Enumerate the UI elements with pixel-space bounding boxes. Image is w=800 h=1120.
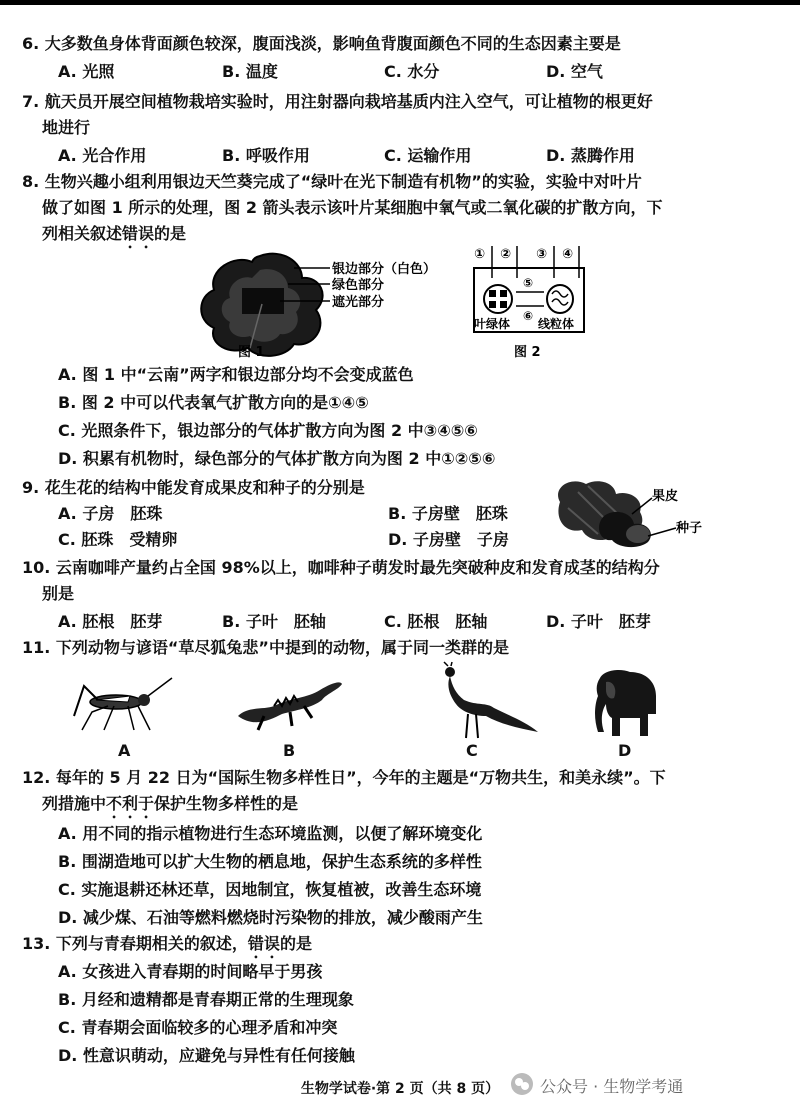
q7-option-d: D. 蒸腾作用 [546,146,635,165]
question-13-stem: 13. 下列与青春期相关的叙述，错误的是 [22,934,312,953]
question-11-stem: 11. 下列动物与谚语“草尽狐兔悲”中提到的动物，属于同一类群的是 [22,638,509,657]
chloroplast-icon [484,285,512,313]
grasshopper-icon [68,676,178,736]
question-10-stem-line1: 10. 云南咖啡产量约占全国 98%以上，咖啡种子萌发时最先突破种皮和发育成茎的结构分 [22,558,660,577]
page-footer: 生物学试卷·第 2 页（共 8 页） [300,1081,500,1097]
leaf-icon [201,254,322,356]
emphasis-error: 错误 [122,224,155,243]
question-12-stem-line1: 12. 每年的 5 月 22 日为“国际生物多样性日”，今年的主题是“万物共生，和美永续”。下 [22,768,666,787]
q10-option-b: B. 子叶 胚轴 [222,612,326,631]
q9-option-d: D. 子房壁 子房 [388,530,509,549]
q13-option-d: D. 性意识萌动，应避免与异性有任何接触 [58,1046,355,1065]
q10-option-c: C. 胚根 胚轴 [384,612,488,631]
q6-option-b: B. 温度 [222,62,278,81]
q8-option-a: A. 图 1 中“云南”两字和银边部分均不会变成蓝色 [58,365,414,384]
q7-option-b: B. 呼吸作用 [222,146,310,165]
animal-label-d: D [618,741,632,760]
q10-option-d: D. 子叶 胚芽 [546,612,651,631]
q7-option-c: C. 运输作用 [384,146,472,165]
emphasis-unfavorable: 不利于 [106,794,155,813]
q8-option-d: D. 积累有机物时，绿色部分的气体扩散方向为图 2 中①②⑤⑥ [58,449,496,468]
q12-option-b: B. 围湖造地可以扩大生物的栖息地，保护生态系统的多样性 [58,852,482,871]
fig2-num-2: ② [500,247,512,262]
question-12-stem-line2: 列措施中不利于保护生物多样性的是 [42,794,299,813]
q6-option-c: C. 水分 [384,62,440,81]
question-8-stem-line3: 列相关叙述错误的是 [42,224,187,243]
peanut-label-pericarp: 果皮 [652,489,679,504]
peanut-label-seed: 种子 [676,521,703,536]
q6-option-d: D. 空气 [546,62,603,81]
question-10-stem-line2: 别是 [42,584,75,603]
wechat-icon [510,1072,534,1096]
q6-option-a: A. 光照 [58,62,115,81]
question-9-stem: 9. 花生花的结构中能发育成果皮和种子的分别是 [22,478,365,497]
q12-option-c: C. 实施退耕还林还草，因地制宜，恢复植被，改善生态环境 [58,880,482,899]
q9-option-a: A. 子房 胚珠 [58,504,163,523]
emphasis-error: 错误 [247,934,280,953]
peanut-figure [548,472,718,550]
fig2-num-5: ⑤ [523,276,534,290]
question-7-stem-line1: 7. 航天员开展空间植物栽培实验时，用注射器向栽培基质内注入空气，可让植物的根更好 [22,92,653,111]
fig1-label-shaded: 遮光部分 [332,295,385,310]
fig2-num-6: ⑥ [523,309,534,323]
figure-1-leaf-diagram [190,248,460,360]
q13-option-c: C. 青春期会面临较多的心理矛盾和冲突 [58,1018,338,1037]
fig2-label-mitochondrion: 线粒体 [538,317,575,331]
fig2-num-4: ④ [562,247,574,262]
q12-option-a: A. 用不同的指示植物进行生态环境监测，以便了解环境变化 [58,824,483,843]
peanut-icon [558,481,651,547]
crocodile-icon [234,676,344,736]
question-8-stem-line1: 8. 生物兴趣小组利用银边天竺葵完成了“绿叶在光下制造有机物”的实验，实验中对叶片 [22,172,642,191]
fig1-label-green: 绿色部分 [332,278,385,293]
fig2-num-1: ① [474,247,486,262]
peacock-icon [430,662,540,740]
elephant-icon [590,666,660,738]
q13-option-a: A. 女孩进入青春期的时间略早于男孩 [58,962,323,981]
question-6-stem: 6. 大多数鱼身体背面颜色较深，腹面浅淡，影响鱼背腹面颜色不同的生态因素主要是 [22,34,621,53]
q9-option-c: C. 胚珠 受精卵 [58,530,178,549]
fig2-caption: 图 2 [514,345,541,360]
q8-option-b: B. 图 2 中可以代表氧气扩散方向的是①④⑤ [58,393,369,412]
question-8-stem-line2: 做了如图 1 所示的处理，图 2 箭头表示该叶片某细胞中氧气或二氧化碳的扩散方向，下 [42,198,663,217]
animal-label-b: B [283,741,296,760]
figure-2-cell-diagram [470,244,590,360]
watermark-text: 公众号 · 生物学考通 [540,1077,684,1096]
q12-option-d: D. 减少煤、石油等燃料燃烧时污染物的排放，减少酸雨产生 [58,908,483,927]
fig2-num-3: ③ [536,247,548,262]
animal-label-c: C [466,741,478,760]
fig1-caption: 图 1 [238,345,265,360]
q10-option-a: A. 胚根 胚芽 [58,612,163,631]
fig1-label-silver-edge: 银边部分（白色） [332,262,437,277]
fig2-label-chloroplast: 叶绿体 [474,317,511,331]
q9-option-b: B. 子房壁 胚珠 [388,504,508,523]
q13-option-b: B. 月经和遗精都是青春期正常的生理现象 [58,990,354,1009]
q8-option-c: C. 光照条件下，银边部分的气体扩散方向为图 2 中③④⑤⑥ [58,421,478,440]
question-7-stem-line2: 地进行 [42,118,91,137]
animal-label-a: A [118,741,131,760]
mitochondrion-icon [547,285,573,313]
top-border [0,0,800,5]
q7-option-a: A. 光合作用 [58,146,147,165]
